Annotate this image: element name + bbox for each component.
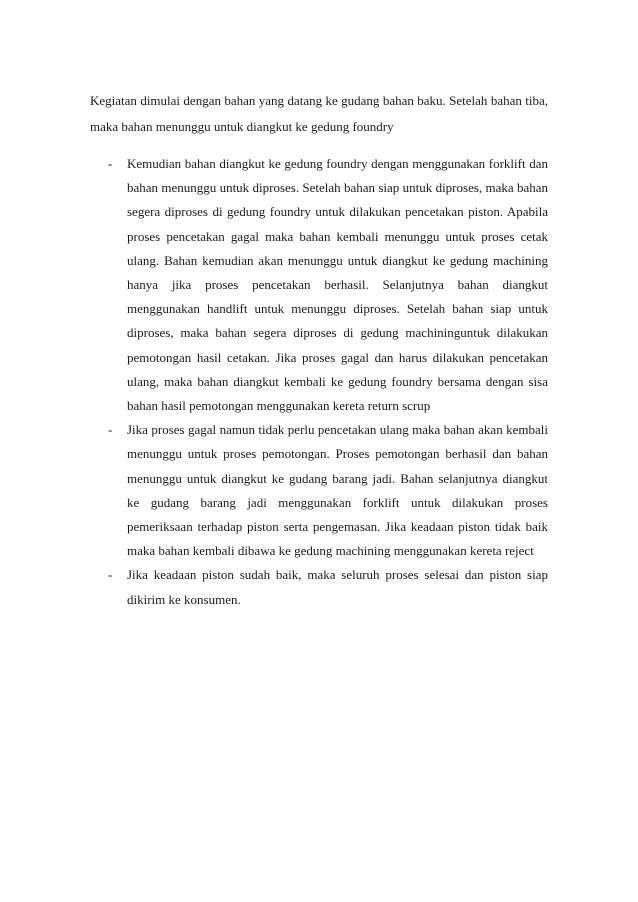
list-item-text: Jika proses gagal namun tidak perlu pencetakan ulang maka bahan akan kembali menunggu untuk proses pemotongan. Proses pemotongan berhasil dan bahan menunggu untuk diangkut ke gudang barang jadi. Bahan selanjutnya diangkut ke gudang barang jadi menggunakan forklift untuk dilakukan proses pemeriksaan terhadap piston serta pengemasan. Jika keadaan piston tidak baik maka bahan kembali dibawa ke gedung machining menggunakan kereta reject xyxy=(127,422,548,559)
intro-paragraph: Kegiatan dimulai dengan bahan yang datang ke gudang bahan baku. Setelah bahan tiba, maka bahan menunggu untuk diangkut ke gedung foundry xyxy=(90,93,548,134)
bullet-dash: - xyxy=(108,422,113,438)
list-item xyxy=(90,563,548,611)
list-item-text: Jika keadaan piston sudah baik, maka seluruh proses selesai dan piston siap dikirim ke konsumen. xyxy=(127,567,548,607)
bullet-dash: - xyxy=(108,567,113,583)
bullet-dash: - xyxy=(108,156,113,171)
list-item-text: Kemudian bahan diangkut ke gedung foundry dengan menggunakan forklift dan bahan menunggu untuk diproses. Setelah bahan siap untuk diproses, maka bahan segera diproses di gedung foundry untuk dilakukan pencetakan piston. Apabila proses pencetakan gagal maka bahan kembali menunggu untuk proses cetak ulang. Bahan kemudian akan menunggu untuk diangkut ke gedung machining hanya jika proses pencetakan berhasil. Selanjutnya bahan diangkut menggunakan handlift untuk menunggu diproses. Setelah bahan siap untuk diproses, maka bahan segera diproses di gedung machininguntuk dilakukan pemotongan hasil cetakan. Jika proses gagal dan harus dilakukan pencetakan ulang, maka bahan diangkut kembali ke gedung foundry bersama dengan sisa bahan hasil pemotongan menggunakan kereta return scrup xyxy=(127,156,548,414)
list-item xyxy=(90,152,548,418)
list-item xyxy=(90,418,548,563)
process-steps-list xyxy=(90,152,548,612)
